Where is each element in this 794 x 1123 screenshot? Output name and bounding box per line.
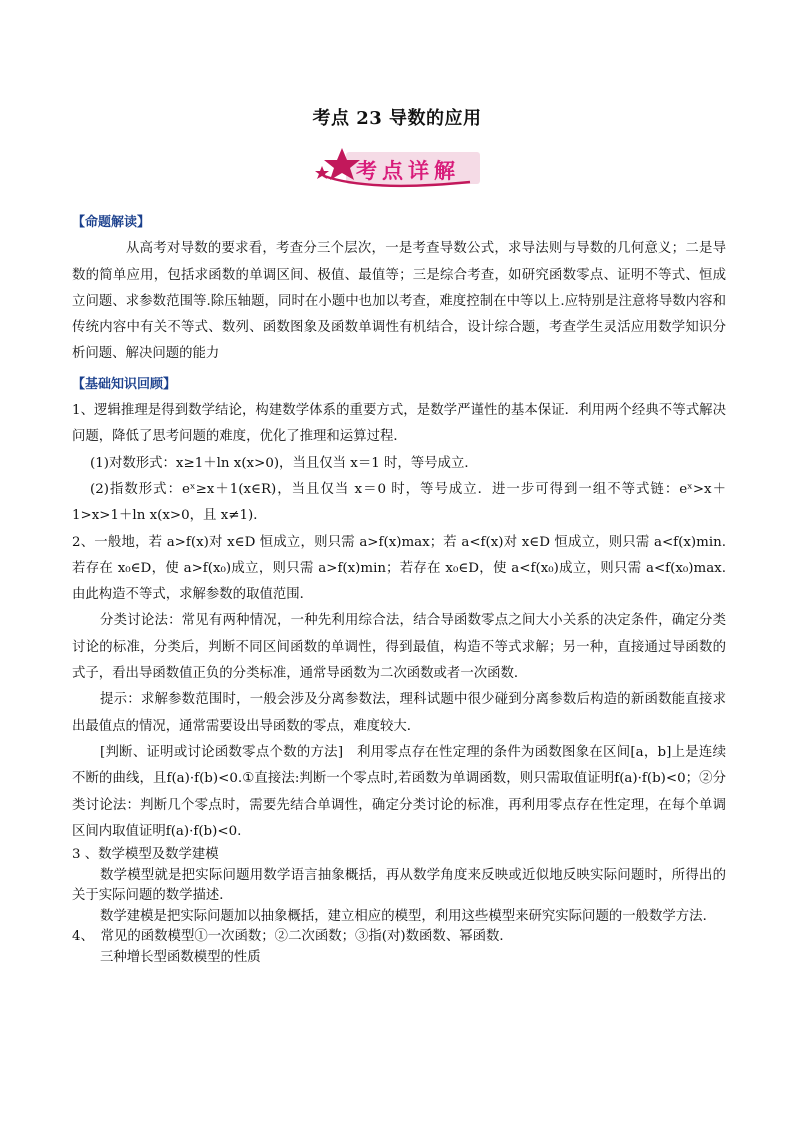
banner-label: 考点详解: [356, 159, 460, 183]
paragraph-2: 2、一般地，若 a>f(x)对 x∈D 恒成立，则只需 a>f(x)max；若 a<f(x)对 x∈D 恒成立，则只需 a<f(x)min.若存在 x₀∈D，使 a>f(x₀)成立，则只需 a>f(x)min；若存在 x₀∈D，使 a<f(x₀)成立，则只需 a<f(x₀)max.由此构造不等式，求解参数的取值范围．: [72, 534, 726, 603]
paragraph-1: 1、逻辑推理是得到数学结论，构建数学体系的重要方式，是数学严谨性的基本保证．利用两个经典不等式解决问题，降低了思考问题的难度，优化了推理和运算过程．: [72, 403, 726, 445]
section-heading-mingti: 【命题解读】: [72, 215, 151, 230]
mingti-body: 从高考对导数的要求看，考查分三个层次，一是考查导数公式，求导法则与导数的几何意义；二是导数的简单应用，包括求函数的单调区间、极值、最值等；三是综合考查，如研究函数零点、证明不等式、恒成立问题、求参数范围等.除压轴题，同时在小题中也加以考查，难度控制在中等以上.应特别是注意将导数内容和传统内容中有关不等式、数列、函数图象及函数单调性有机结合，设计综合题，考查学生灵活应用数学知识分析问题、解决问题的能力: [72, 241, 726, 362]
paragraph-classification: 分类讨论法：常见有两种情况，一种先利用综合法，结合导函数零点之间大小关系的决定条件，确定分类讨论的标准，分类后，判断不同区间函数的单调性，得到最值，构造不等式求解；另一种，直接通过导函数的式子，看出导函数值正负的分类标准，通常导函数为二次函数或者一次函数．: [72, 613, 726, 682]
main-content: [72, 210, 726, 968]
paragraph-log-form: (1)对数形式：x≥1＋ln x(x>0)，当且仅当 x＝1 时，等号成立．: [90, 455, 478, 471]
paragraph-model: 数学模型就是把实际问题用数学语言抽象概括，再从数学角度来反映或近似地反映实际问题时，所得出的关于实际问题的数学描述．: [72, 867, 726, 904]
paragraph-zero-points: [判断、证明或讨论函数零点个数的方法] 利用零点存在性定理的条件为函数图象在区间[a，b]上是连续不断的曲线，且f(a)·f(b)<0.①直接法:判断一个零点时,若函数为单调函数，则只需取值证明f(a)·f(b)<0；②分类讨论法：判断几个零点时，需要先结合单调性，确定分类讨论的标准，再利用零点存在性定理，在每个单调区间内取值证明f(a)·f(b)<0.: [72, 744, 726, 839]
kaodian-banner: [310, 146, 486, 188]
page-title: 考点 23 导数的应用: [312, 108, 482, 129]
paragraph-exp-form: (2)指数形式：eˣ≥x＋1(x∈R)，当且仅当 x＝0 时，等号成立．进一步可得到一组不等式链：eˣ>x＋1>x>1＋ln x(x>0，且 x≠1)．: [72, 481, 726, 524]
paragraph-growth-models: 三种增长型函数模型的性质: [100, 949, 261, 965]
paragraph-hint: 提示：求解参数范围时，一般会涉及分离参数法，理科试题中很少碰到分离参数后构造的新函数能直接求出最值点的情况，通常需要设出导函数的零点，难度较大．: [72, 692, 726, 734]
paragraph-4: 4、 常见的函数模型①一次函数；②二次函数；③指(对)数函数、幂函数．: [72, 929, 513, 945]
section-heading-jichu: 【基础知识回顾】: [72, 376, 177, 392]
paragraph-modeling: 数学建模是把实际问题加以抽象概括，建立相应的模型，利用这些模型来研究实际问题的一般数学方法．: [100, 908, 716, 924]
paragraph-3: 3 、数学模型及数学建模: [72, 847, 219, 863]
